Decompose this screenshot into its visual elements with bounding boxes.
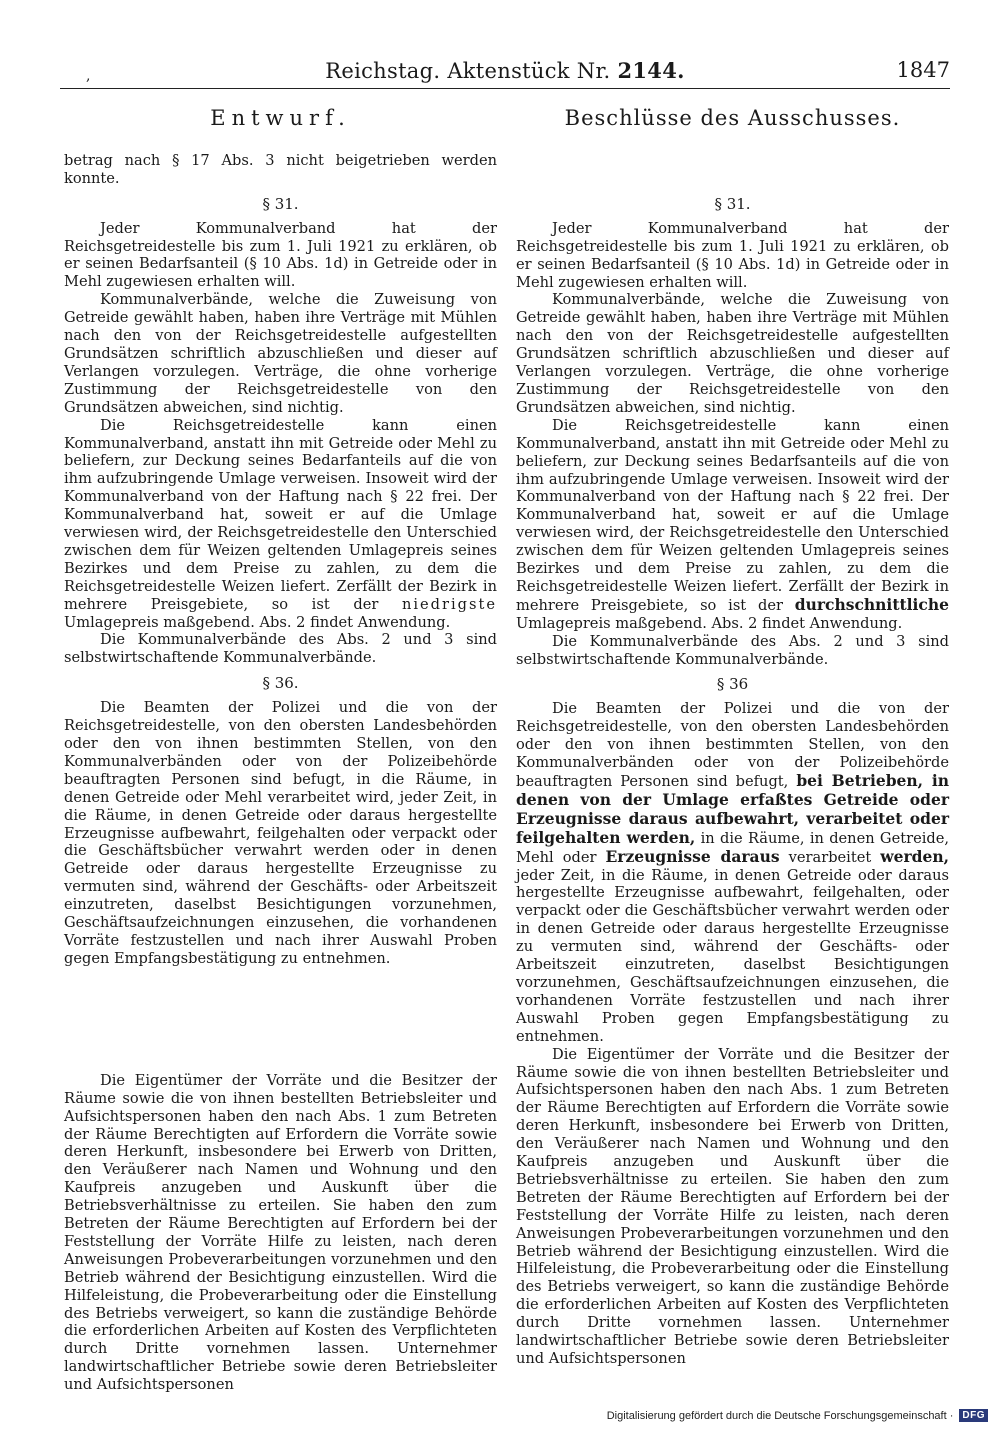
bold-amendment: werden, xyxy=(880,846,949,866)
paragraph: Die Beamten der Polizei und die von der Reichsgetreidestelle, von den obersten Landesbehörden oder den von ihnen bestimmten Stellen, von den Kommunalverbänden oder von der Polizeibehörde beauftragten Personen sind befugt, in die Räume, in denen Getreide oder Mehl verarbeitet wird, jeder Zeit, in die Räume, in denen Getreide oder daraus hergestellte Erzeugnisse aufbewahrt, feilgehalten oder verpackt oder die Geschäftsbücher verwahrt werden oder in denen Getreide oder daraus hergestellte Erzeugnisse zu vermuten sind, während der Geschäfts- oder Arbeitszeit einzutreten, daselbst Besichtigungen vorzunehmen, Geschäftsaufzeichnungen einzusehen, die vorhandenen Vorräte festzustellen und nach ihrer Auswahl Proben gegen Empfangsbestätigung zu entnehmen. xyxy=(64,699,497,967)
spacer xyxy=(64,968,497,1072)
section-31-heading: § 31. xyxy=(714,194,751,213)
paragraph: Jeder Kommunalverband hat der Reichsgetreidestelle bis zum 1. Juli 1921 zu erklären, ob er seinen Bedarfsanteil (§ 10 Abs. 1d) in Getreide oder in Mehl zugewiesen erhalten will. xyxy=(516,219,949,291)
paragraph: Jeder Kommunalverband hat der Reichsgetreidestelle bis zum 1. Juli 1921 zu erklären, ob er seinen Bedarfsanteil (§ 10 Abs. 1d) in Getreide oder in Mehl zugewiesen erhalten will. xyxy=(64,219,497,291)
bold-amendment: durchschnittliche xyxy=(794,594,949,614)
intro-paragraph: betrag nach § 17 Abs. 3 nicht beigetrieben werden konnte. xyxy=(64,151,497,187)
right-column-resolutions xyxy=(516,100,949,1368)
header-rule xyxy=(60,88,950,89)
column-heading-resolutions: Beschlüsse des Ausschusses. xyxy=(564,106,901,130)
dfg-logo-icon: DFG xyxy=(959,1409,988,1422)
section-36-heading: § 36 xyxy=(716,675,749,694)
page-title xyxy=(60,58,950,83)
stray-mark: , xyxy=(86,68,91,84)
bold-amendment: bei Betrieben, in denen von der Umlage erfaßtes Getreide oder Erzeugnisse daraus aufbewahrt, verarbeitet oder feilgehalten werden, xyxy=(516,771,949,847)
emphasized-word: niedrigste xyxy=(401,595,497,613)
section-36-heading: § 36. xyxy=(262,674,299,693)
footer-text: Digitalisierung gefördert durch die Deutsche Forschungsgemeinschaft · xyxy=(606,1409,954,1422)
paragraph: Die Reichsgetreidestelle kann einen Kommunalverband, anstatt ihn mit Getreide oder Mehl zu beliefern, zur Deckung seines Bedarfsanteils auf die von ihm aufzubringende Umlage verweisen. Insoweit wird der Kommunalverband von der Haftung nach § 22 frei. Der Kommunalverband hat, soweit er auf die Umlage verwiesen wird, der Reichsgetreidestelle den Unterschied zwischen dem für Weizen geltenden Umlagepreis seines Bezirkes und dem Preise zu zahlen, zu dem die Reichsgetreidestelle Weizen liefert. Zerfällt der Bezirk in mehrere Preisgebiete, so ist der durchschnittliche Umlagepreis maßgebend. Abs. 2 findet Anwendung. xyxy=(516,416,949,632)
paragraph: Die Kommunalverbände des Abs. 2 und 3 sind selbstwirtschaftende Kommunalverbände. xyxy=(516,632,949,668)
paragraph: Kommunalverbände, welche die Zuweisung von Getreide gewählt haben, haben ihre Verträge mit Mühlen nach den von der Reichsgetreidestelle aufgestellten Grundsätzen schriftlich abzuschließen und dieser auf Verlangen vorzulegen. Verträge, die ohne vorherige Zustimmung der Reichsgetreidestelle von den Grundsätzen abweichen, sind nichtig. xyxy=(516,291,949,416)
section-31-heading: § 31. xyxy=(262,194,299,213)
document-number: 2144. xyxy=(617,58,685,83)
column-heading-draft: Entwurf. xyxy=(210,106,351,130)
page-number: 1847 xyxy=(896,58,950,82)
paragraph: Die Kommunalverbände des Abs. 2 und 3 sind selbstwirtschaftende Kommunalverbände. xyxy=(64,631,497,667)
paragraph: Die Eigentümer der Vorräte und die Besitzer der Räume sowie die von ihnen bestellten Betriebsleiter und Aufsichtspersonen haben den nach Abs. 1 zum Betreten der Räume Berechtigten auf Erfordern die Vorräte sowie deren Herkunft, insbesondere bei Erwerb von Dritten, den Veräußerer nach Namen und Wohnung und den Kaufpreis anzugeben und Auskunft über die Betriebsverhältnisse zu erteilen. Sie haben den zum Betreten der Räume Berechtigten auf Erfordern bei der Feststellung der Vorräte Hilfe zu leisten, nach deren Anweisungen Probeverarbeitungen vorzunehmen und den Betrieb während der Besichtigung einzustellen. Wird die Hilfeleistung, die Probeverarbeitung oder die Einstellung des Betriebs verweigert, so kann die zuständige Behörde die erforderlichen Arbeiten auf Kosten des Verpflichteten durch Dritte vornehmen lassen. Unternehmer landwirtschaftlicher Betriebe sowie deren Betriebsleiter und Aufsichtspersonen xyxy=(64,1071,497,1394)
title-prefix: Reichstag. Aktenstück Nr. xyxy=(325,59,618,83)
paragraph: Die Reichsgetreidestelle kann einen Kommunalverband, anstatt ihn mit Getreide oder Mehl zu beliefern, zur Deckung seines Bedarfanteils auf die von ihm aufzubringende Umlage verweisen. Insoweit wird der Kommunalverband von der Haftung nach § 22 frei. Der Kommunalverband hat, soweit er auf die Umlage verwiesen wird, der Reichsgetreidestelle den Unterschied zwischen dem für Weizen geltenden Umlagepreis seines Bezirkes und dem Preise zu zahlen, zu dem die Reichsgetreidestelle Weizen liefert. Zerfällt der Bezirk in mehrere Preisgebiete, so ist der niedrigste Umlagepreis maßgebend. Abs. 2 findet Anwendung. xyxy=(64,416,497,631)
digitization-footer xyxy=(607,1409,988,1422)
bold-amendment: Erzeugnisse daraus xyxy=(605,846,780,866)
paragraph: Die Eigentümer der Vorräte und die Besitzer der Räume sowie die von ihnen bestellten Betriebsleiter und Aufsichtspersonen haben den nach Abs. 1 zum Betreten der Räume Berechtigten auf Erfordern die Vorräte sowie deren Herkunft, insbesondere bei Erwerb von Dritten, den Veräußerer nach Namen und Wohnung und den Kaufpreis anzugeben und Auskunft über die Betriebsverhältnisse zu erteilen. Sie haben den zum Betreten der Räume Berechtigten auf Erfordern bei der Feststellung der Vorräte Hilfe zu leisten, nach deren Anweisungen Probeverarbeitungen vorzunehmen und den Betrieb während der Besichtigung einzustellen. Wird die Hilfeleistung, die Probeverarbeitung oder die Einstellung des Betriebs verweigert, so kann die zuständige Behörde die erforderlichen Arbeiten auf Kosten des Verpflichteten durch Dritte vornehmen lassen. Unternehmer landwirtschaftlicher Betriebe sowie deren Betriebsleiter und Aufsichtspersonen xyxy=(516,1045,949,1367)
paragraph: Die Beamten der Polizei und die von der Reichsgetreidestelle, von den obersten Landesbehörden oder den von ihnen bestimmten Stellen, von den Kommunalverbänden oder von der Polizeibehörde beauftragten Personen sind befugt, bei Betrieben, in denen von der Umlage erfaßtes Getreide oder Erzeugnisse daraus aufbewahrt, verarbeitet oder feilgehalten werden, in die Räume, in denen Getreide, Mehl oder Erzeugnisse daraus verarbeitet werden, jeder Zeit, in die Räume, in denen Getreide oder daraus hergestellte Erzeugnisse aufbewahrt, feilgehalten, oder verpackt oder die Geschäftsbücher verwahrt werden oder in denen Getreide oder daraus hergestellte Erzeugnisse zu vermuten sind, während der Geschäfts- oder Arbeitszeit einzutreten, daselbst Besichtigungen vorzunehmen, Geschäftsaufzeichnungen einzusehen, die vorhandenen Vorräte festzustellen und nach ihrer Auswahl Proben gegen Empfangsbestätigung zu entnehmen. xyxy=(516,700,949,1045)
spacer xyxy=(516,152,949,188)
page-header xyxy=(60,58,950,88)
paragraph: Kommunalverbände, welche die Zuweisung von Getreide gewählt haben, haben ihre Verträge mit Mühlen nach den von der Reichsgetreidestelle aufgestellten Grundsätzen schriftlich abzuschließen und dieser auf Verlangen vorzulegen. Verträge, die ohne vorherige Zustimmung der Reichsgetreidestelle von den Grundsätzen abweichen, sind nichtig. xyxy=(64,291,497,416)
left-column-draft xyxy=(64,100,497,1394)
